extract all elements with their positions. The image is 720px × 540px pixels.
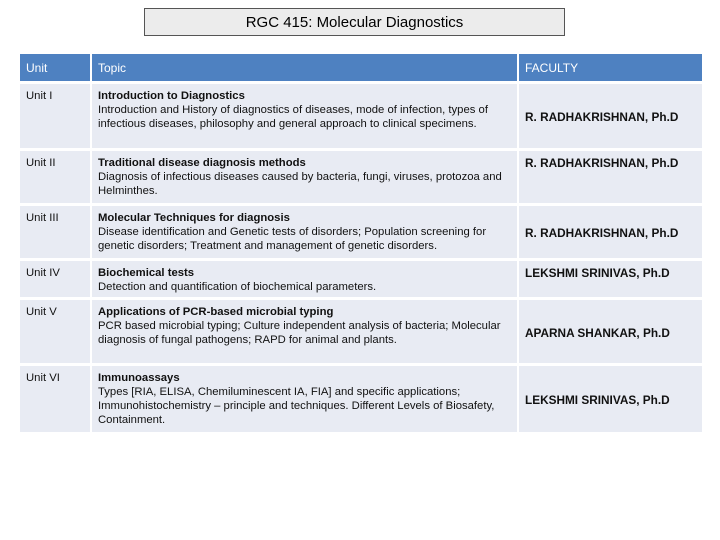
table-row	[20, 84, 702, 148]
unit-cell: Unit I	[20, 84, 90, 148]
topic-cell	[92, 366, 517, 432]
header-topic: Topic	[92, 54, 517, 81]
topic-description: PCR based microbial typing; Culture independent analysis of bacteria; Molecular diagnosis of fungal pathogens; RAPD for animal and plants.	[98, 320, 501, 346]
topic-title: Molecular Techniques for diagnosis	[98, 212, 290, 224]
header-unit: Unit	[20, 54, 90, 81]
faculty-cell: R. RADHAKRISHNAN, Ph.D	[519, 206, 702, 258]
topic-title: Traditional disease diagnosis methods	[98, 157, 306, 169]
topic-description: Diagnosis of infectious diseases caused by bacteria, fungi, viruses, protozoa and Helminthes.	[98, 171, 502, 197]
table-row	[20, 261, 702, 297]
topic-title: Immunoassays	[98, 372, 180, 384]
faculty-cell: R. RADHAKRISHNAN, Ph.D	[519, 151, 702, 203]
faculty-cell: LEKSHMI SRINIVAS, Ph.D	[519, 366, 702, 432]
page-title: RGC 415: Molecular Diagnostics	[144, 8, 565, 36]
faculty-cell: LEKSHMI SRINIVAS, Ph.D	[519, 261, 702, 297]
unit-cell: Unit VI	[20, 366, 90, 432]
header-faculty: FACULTY	[519, 54, 702, 81]
topic-cell	[92, 300, 517, 363]
faculty-cell: APARNA SHANKAR, Ph.D	[519, 300, 702, 363]
topic-description: Disease identification and Genetic tests of disorders; Population screening for genetic disorders; Treatment and management of genetic disorders.	[98, 226, 487, 252]
topic-title: Applications of PCR-based microbial typing	[98, 306, 334, 318]
unit-cell: Unit III	[20, 206, 90, 258]
course-table	[18, 51, 704, 435]
table-header-row	[20, 54, 702, 81]
topic-title: Introduction to Diagnostics	[98, 90, 245, 102]
topic-cell	[92, 84, 517, 148]
faculty-cell: R. RADHAKRISHNAN, Ph.D	[519, 84, 702, 148]
unit-cell: Unit V	[20, 300, 90, 363]
table-row	[20, 300, 702, 363]
topic-title: Biochemical tests	[98, 267, 195, 279]
topic-cell	[92, 206, 517, 258]
topic-cell	[92, 151, 517, 203]
topic-cell	[92, 261, 517, 297]
table-row	[20, 206, 702, 258]
unit-cell: Unit IV	[20, 261, 90, 297]
table-row	[20, 366, 702, 432]
topic-description: Types [RIA, ELISA, Chemiluminescent IA, FIA] and specific applications; Immunohistochemistry – principle and techniques. Different Levels of Biosafety, Containment.	[98, 386, 495, 426]
topic-description: Detection and quantification of biochemical parameters.	[98, 281, 377, 293]
table-row	[20, 151, 702, 203]
topic-description: Introduction and History of diagnostics of diseases, mode of infection, types of infectious diseases, philosophy and general approach to clinical specimens.	[98, 104, 488, 130]
unit-cell: Unit II	[20, 151, 90, 203]
